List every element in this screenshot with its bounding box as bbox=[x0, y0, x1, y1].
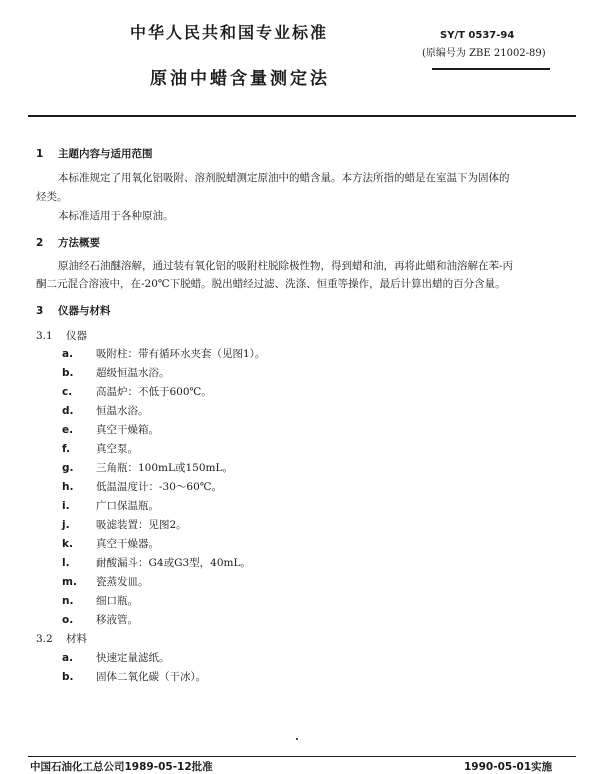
section-number: 2 bbox=[36, 237, 44, 249]
item-text: 移液管。 bbox=[96, 614, 138, 626]
item-letter: e. bbox=[62, 424, 74, 436]
item-letter: l. bbox=[62, 557, 70, 569]
subsection-number: 3.1 bbox=[36, 330, 53, 342]
item-text: 真空干燥器。 bbox=[96, 538, 159, 550]
section-title: 方法概要 bbox=[58, 237, 100, 249]
list-item bbox=[62, 346, 265, 361]
list-item bbox=[62, 441, 138, 456]
list-item bbox=[62, 384, 212, 399]
section-1-para-2: 本标准适用于各种原油。 bbox=[58, 210, 174, 222]
item-letter: c. bbox=[62, 386, 73, 398]
list-item bbox=[62, 612, 138, 627]
item-text: 吸附柱：带有循环水夹套（见图1）。 bbox=[96, 348, 266, 360]
item-text: 三角瓶：100mL或150mL。 bbox=[96, 462, 233, 474]
item-letter: k. bbox=[62, 538, 73, 550]
subsection-3-2-heading bbox=[36, 631, 87, 646]
item-text: 广口保温瓶。 bbox=[96, 500, 159, 512]
approval-note: 中国石油化工总公司1989-05-12批准 bbox=[30, 761, 213, 773]
list-item bbox=[62, 650, 170, 665]
section-1-para-1-line-1: 本标准规定了用氧化铝吸附、溶剂脱蜡测定原油中的蜡含量。本方法所指的蜡是在室温下为固体的 bbox=[58, 172, 510, 184]
list-item bbox=[62, 460, 233, 475]
item-text: 固体二氧化碳（干冰）。 bbox=[96, 671, 207, 683]
subsection-number: 3.2 bbox=[36, 633, 53, 645]
item-text: 真空干燥箱。 bbox=[96, 424, 159, 436]
subsection-title: 材料 bbox=[66, 633, 87, 645]
section-1-para-1-line-2: 烃类。 bbox=[36, 191, 68, 203]
scan-speck bbox=[296, 738, 298, 740]
section-title: 仪器与材料 bbox=[58, 305, 111, 317]
item-letter: n. bbox=[62, 595, 74, 607]
standard-former-code: (原编号为 ZBE 21002-89) bbox=[422, 48, 546, 59]
subsection-title: 仪器 bbox=[66, 330, 87, 342]
item-text: 超级恒温水浴。 bbox=[96, 367, 170, 379]
item-letter: o. bbox=[62, 614, 74, 626]
item-letter: f. bbox=[62, 443, 70, 455]
list-item bbox=[62, 593, 138, 608]
item-text: 细口瓶。 bbox=[96, 595, 138, 607]
item-text: 吸滤装置：见图2。 bbox=[96, 519, 187, 531]
list-item bbox=[62, 498, 159, 513]
list-item bbox=[62, 669, 206, 684]
org-title: 中华人民共和国专业标准 bbox=[130, 23, 329, 42]
list-item bbox=[62, 574, 149, 589]
section-2-para-line-2: 酮二元混合溶液中，在-20℃下脱蜡。脱出蜡经过滤、洗涤、恒重等操作，最后计算出蜡的百分含量。 bbox=[36, 278, 506, 290]
section-number: 3 bbox=[36, 305, 44, 317]
item-letter: g. bbox=[62, 462, 74, 474]
section-3-heading bbox=[36, 303, 111, 318]
item-letter: i. bbox=[62, 500, 70, 512]
list-item bbox=[62, 479, 222, 494]
footer-rule bbox=[28, 756, 576, 757]
item-letter: j. bbox=[62, 519, 70, 531]
item-letter: b. bbox=[62, 367, 74, 379]
item-letter: d. bbox=[62, 405, 74, 417]
list-item bbox=[62, 536, 159, 551]
list-item bbox=[62, 422, 159, 437]
document-title: 原油中蜡含量测定法 bbox=[150, 69, 330, 89]
item-text: 低温温度计：-30～60℃。 bbox=[96, 481, 223, 493]
section-2-heading bbox=[36, 235, 100, 250]
item-text: 真空泵。 bbox=[96, 443, 138, 455]
section-title: 主题内容与适用范围 bbox=[58, 148, 153, 160]
item-letter: b. bbox=[62, 671, 74, 683]
item-letter: a. bbox=[62, 652, 74, 664]
header-rule bbox=[28, 115, 576, 117]
item-text: 耐酸漏斗：G4或G3型，40mL。 bbox=[96, 557, 251, 569]
section-2-para-line-1: 原油经石油醚溶解，通过装有氧化铝的吸附柱脱除极性物，得到蜡和油，再将此蜡和油溶解在苯-丙 bbox=[58, 260, 514, 272]
subsection-3-1-heading bbox=[36, 328, 87, 343]
implementation-date: 1990-05-01实施 bbox=[464, 761, 553, 773]
item-text: 快速定量滤纸。 bbox=[96, 652, 170, 664]
item-letter: a. bbox=[62, 348, 74, 360]
section-1-heading bbox=[36, 146, 153, 161]
list-item bbox=[62, 555, 251, 570]
list-item bbox=[62, 403, 149, 418]
header-rule-short bbox=[432, 68, 550, 70]
item-text: 瓷蒸发皿。 bbox=[96, 576, 149, 588]
section-number: 1 bbox=[36, 148, 44, 160]
list-item bbox=[62, 517, 187, 532]
item-text: 恒温水浴。 bbox=[96, 405, 149, 417]
standard-code: SY/T 0537-94 bbox=[440, 30, 515, 41]
item-text: 高温炉：不低于600℃。 bbox=[96, 386, 212, 398]
item-letter: h. bbox=[62, 481, 74, 493]
item-letter: m. bbox=[62, 576, 77, 588]
list-item bbox=[62, 365, 170, 380]
